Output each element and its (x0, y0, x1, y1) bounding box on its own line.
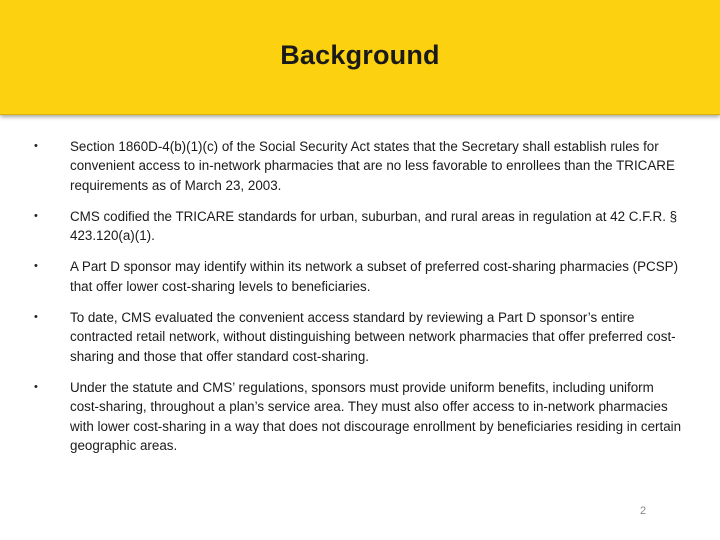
bullet-item (34, 137, 684, 195)
bullet-item (34, 207, 684, 246)
bullet-marker: • (34, 209, 38, 222)
bullet-text: CMS codified the TRICARE standards for urban, suburban, and rural areas in regulation at 42 C.F.R. § 423.120(a)(1). (70, 208, 678, 244)
slide-title: Background (280, 40, 440, 70)
bullet-item (34, 257, 684, 296)
bullet-item (34, 378, 684, 455)
bullet-text: Under the statute and CMS’ regulations, sponsors must provide uniform benefits, including uniform cost-sharing, throughout a plan’s service area. They must also offer access to in-network pharmacies with lower cost-sharing in a way that does not discourage enrollment by beneficiaries residing in certain geographic areas. (70, 379, 682, 453)
page-number: 2 (640, 505, 647, 517)
bullet-marker: • (34, 311, 38, 324)
bullet-marker: • (34, 260, 38, 273)
bullet-marker: • (34, 140, 38, 152)
bullet-text: To date, CMS evaluated the convenient access standard by reviewing a Part D sponsor’s entire contracted retail network, without distinguishing between network pharmacies that offer preferred cost-sharing and those that offer standard cost-sharing. (70, 310, 676, 364)
bullet-item (34, 308, 684, 366)
bullet-list (34, 137, 684, 467)
bullet-text: Section 1860D-4(b)(1)(c) of the Social Security Act states that the Secretary shall establish rules for convenient access to in-network pharmacies that are no less favorable to enrollees than the TRICARE requirements as of March 23, 2003. (70, 139, 675, 193)
bullet-marker: • (34, 380, 38, 393)
bullet-text: A Part D sponsor may identify within its network a subset of preferred cost-sharing pharmacies (PCSP) that offer lower cost-sharing levels to beneficiaries. (70, 259, 679, 294)
